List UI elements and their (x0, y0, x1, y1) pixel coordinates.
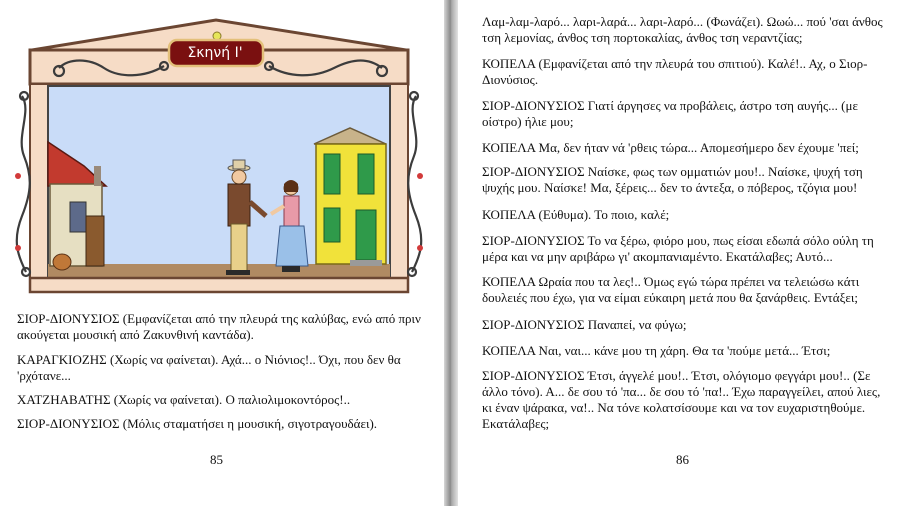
dialogue-paragraph: ΚΟΠΕΛΑ (Εμφανίζεται από την πλευρά του σπιτιού). Καλέ!.. Αχ, ο Σιορ-Διονύσιος. (482, 56, 868, 87)
dialogue-paragraph: ΣΙΟΡ-ΔΙΟΝΥΣΙΟΣ Έτσι, άγγελέ μου!.. Έτσι, ολόγιομο φεγγάρι μου!.. (Σε άλλο τόνο). Α... δε σου τό 'πα... δε σου τό 'πα!.. Έχω παραγγείλει, απού λιες, κι έναν ψάρακα, να!.. Να τόνε κολατσίσουμε και να τον ευχαριστηθούμε. Εκατάλαβες; (482, 368, 881, 431)
dialogue-paragraph: ΣΙΟΡ-ΔΙΟΝΥΣΙΟΣ Παναπεί, να φύγω; (482, 317, 687, 332)
dialogue-paragraph: ΚΟΠΕΛΑ Ωραία που τα λες!.. Όμως εγώ τώρα πρέπει να τελειώσω κάτι δουλειές που έχω, για να είμαι εύκαιρη μετά που θα ξανάρθεις. Εντάξει; (482, 274, 860, 305)
dialogue-paragraph: ΣΙΟΡ-ΔΙΟΝΥΣΙΟΣ Το να ξέρω, φιόρο μου, πως είσαι εδωπά σόλο ούλη τη μέρα και να μην αριβάρω γι' ακομπανιαμέντο. Εκατάλαβες; Αυτό... (482, 233, 874, 264)
scene-title: Σκηνή Ι' (187, 45, 243, 61)
dialogue-paragraph: ΣΙΟΡ-ΔΙΟΝΥΣΙΟΣ (Μόλις σταματήσει η μουσική, σιγοτραγουδάει). (17, 416, 378, 431)
house-illustration (314, 128, 386, 266)
stage-ledge (30, 278, 408, 292)
dialogue-paragraph: ΚΟΠΕΛΑ Μα, δεν ήταν νά 'ρθεις τώρα... Απομεσήμερο δεν έχουμε 'πεί; (482, 140, 859, 155)
page-number: 86 (676, 452, 689, 467)
dialogue-paragraph: ΣΙΟΡ-ΔΙΟΝΥΣΙΟΣ (Εμφανίζεται από την πλευρά της καλύβας, ενώ από πριν ακούγεται μουσική από Ζακυνθινή καντάδα). (17, 311, 421, 342)
stage-illustration (14, 16, 426, 306)
dialogue-paragraph: ΣΙΟΡ-ΔΙΟΝΥΣΙΟΣ Γιατί άργησες να προβάλεις, άστρο τση αυγής... (με οίστρο) ήλιε μου; (482, 98, 858, 129)
dialogue-paragraph: Λαμ-λαμ-λαρό... λαρι-λαρά... λαρι-λαρό... (Φωνάζει). Ωωώ... πού 'σαι άνθος τση λεμονίας, άνθος τση πορτοκαλίας, άνθος τση νεραντζίας; (482, 14, 883, 45)
page-number: 85 (210, 452, 223, 467)
dialogue-paragraph: ΚΟΠΕΛΑ (Εύθυμα). Το ποιο, καλέ; (482, 207, 670, 222)
left-column (30, 84, 48, 280)
dialogue-paragraph: ΚΑΡΑΓΚΙΟΖΗΣ (Χωρίς να φαίνεται). Αχά... ο Νιόνιος!.. Όχι, που δεν θα 'ρχότανε... (17, 352, 401, 383)
dialogue-paragraph: ΣΙΟΡ-ΔΙΟΝΥΣΙΟΣ Ναίσκε, φως των ομματιών μου!.. Ναίσκε, ψυχή τση ψυχής μου. Ναίσκε! Μα, ξέρεις... δεν το άντεξα, ο πόβερος, τζόγια μου! (482, 164, 863, 195)
page-left (0, 0, 444, 506)
page-right (458, 0, 901, 506)
dialogue-paragraph: ΚΟΠΕΛΑ Ναι, ναι... κάνε μου τη χάρη. Θα τα 'πούμε μετά... Έτσι; (482, 343, 831, 358)
book-gutter (444, 0, 458, 506)
right-column (390, 84, 408, 280)
dialogue-paragraph: ΧΑΤΖΗΑΒΑΤΗΣ (Χωρίς να φαίνεται). Ο παλιολιμοκοντόρος!.. (17, 392, 351, 407)
